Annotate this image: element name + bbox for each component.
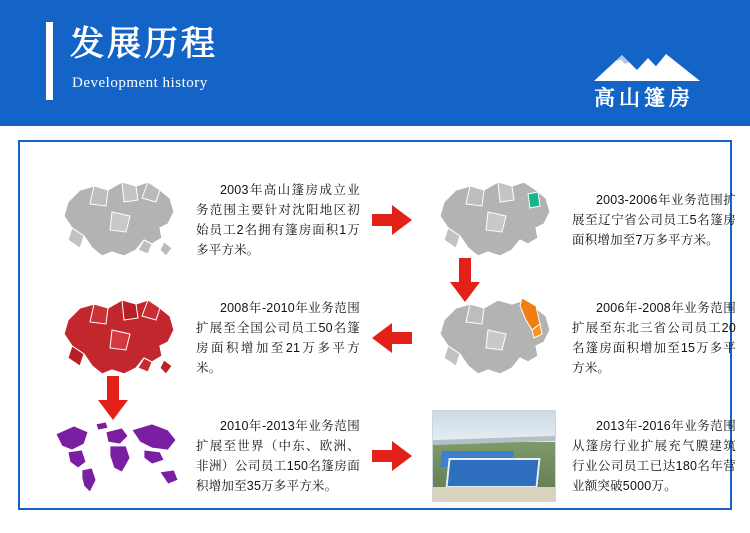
logo-text: 高山篷房 xyxy=(594,87,694,110)
timeline-paragraph: 2008年-2010年业务范围扩展至全国公司员工50名篷房面积增加至21万多平方米。 xyxy=(196,301,360,375)
china-map-northeast-icon xyxy=(420,282,568,394)
arrow-right-icon xyxy=(372,441,412,471)
factory-photo xyxy=(420,400,568,512)
timeline-text-2010-2013 xyxy=(192,400,364,512)
arrow-left-icon xyxy=(372,323,412,353)
timeline-paragraph: 2003年高山篷房成立业务范围主要针对沈阳地区初始员工2名拥有篷房面积1万多平方米。 xyxy=(196,183,360,257)
timeline-text-2003 xyxy=(192,164,364,276)
page-header xyxy=(0,0,750,126)
world-map-purple-icon xyxy=(44,400,192,512)
timeline-text-2013-2016 xyxy=(568,400,740,512)
timeline-section xyxy=(0,126,750,533)
timeline-row-2 xyxy=(44,282,746,394)
timeline-text-2008-2010 xyxy=(192,282,364,394)
mountain-icon xyxy=(592,48,702,82)
page-title: 发展历程 xyxy=(70,25,218,63)
page-subtitle: Development history xyxy=(72,75,208,91)
arrow-right-icon xyxy=(372,205,412,235)
timeline-row-1 xyxy=(44,164,746,276)
timeline-frame xyxy=(18,140,736,510)
timeline-paragraph: 2003-2006年业务范围扩展至辽宁省公司员工5名篷房面积增加至7万多平方米。 xyxy=(572,193,736,247)
company-logo xyxy=(564,48,724,114)
header-accent-bar xyxy=(46,22,53,100)
timeline-paragraph: 2013年-2016年业务范围从篷房行业扩展充气膜建筑行业公司员工已达180名年营业额突破5000万。 xyxy=(572,419,736,493)
arrow-left-1 xyxy=(364,282,420,394)
timeline-text-2003-2006 xyxy=(568,164,740,276)
timeline-paragraph: 2010年-2013年业务范围扩展至世界（中东、欧洲、非洲）公司员工150名篷房面积增加至35万多平方米。 xyxy=(196,419,360,493)
timeline-paragraph: 2006年-2008年业务范围扩展至东北三省公司员工20名篷房面积增加至15万多平方米。 xyxy=(572,301,736,375)
arrow-right-1 xyxy=(364,164,420,276)
china-map-liaoning-icon xyxy=(420,164,568,276)
arrow-right-2 xyxy=(364,400,420,512)
factory-aerial-image xyxy=(432,410,556,502)
timeline-text-2006-2008 xyxy=(568,282,740,394)
timeline-row-3 xyxy=(44,400,746,512)
china-map-gray-icon xyxy=(44,164,192,276)
